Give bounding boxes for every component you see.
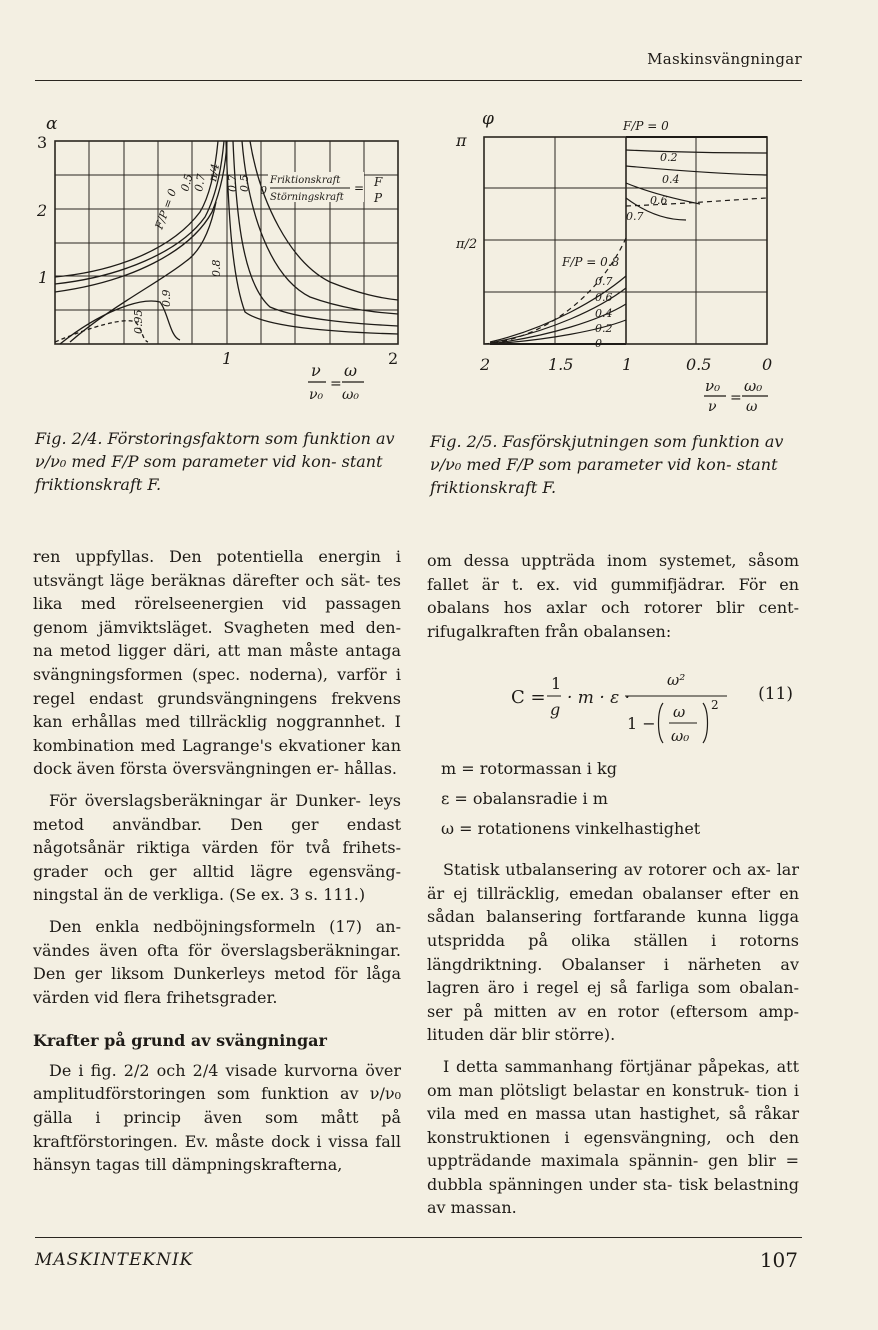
fig24-curve-label: 0.95 <box>132 309 145 334</box>
formula-inner-num: ω <box>673 703 686 722</box>
fig25-curve-label: 0.7 <box>595 275 613 288</box>
fig25-x-label-eq: = <box>730 390 742 406</box>
fig25-curve-label: 0.4 <box>595 307 613 320</box>
definition-item: ω = rotationens vinkelhastighet <box>441 818 701 838</box>
fig25-grid <box>484 137 767 344</box>
definition-item: m = rotormassan i kg <box>441 759 617 779</box>
formula-paren-left <box>659 703 664 743</box>
fig25-x-tick: 1.5 <box>548 355 574 374</box>
fig24-legend-eq: = <box>354 181 365 195</box>
fig24-x-tick: 2 <box>388 349 399 368</box>
fig24-curve-label: 0.7 <box>192 173 208 193</box>
formula-frac2-num: ω² <box>667 671 686 690</box>
fig24-curve-label: 0.5 <box>238 174 251 192</box>
fig25-y-tick: π/2 <box>456 237 478 252</box>
fig25-curve-label: 0.2 <box>660 151 678 164</box>
fig24-y-tick: 1 <box>38 268 49 287</box>
equation-number: (11) <box>758 684 793 705</box>
formula-frac1-num: 1 <box>551 674 562 694</box>
figure-2-4-caption: Fig. 2/4. Förstoringsfaktorn som funktion av ν/ν₀ med F/P som parameter vid kon- stant friktionskraft F. <box>35 429 395 494</box>
fig24-x-label-den: ν₀ <box>309 387 324 403</box>
running-title: Maskinsvängningar <box>647 50 802 68</box>
figure-2-5-caption: Fig. 2/5. Fasförskjutningen som funktion av ν/ν₀ med F/P som parameter vid kon- stant friktionskraft F. <box>430 432 784 497</box>
fig25-x-label-num: ν₀ <box>705 377 721 395</box>
formula-lhs: C = <box>511 687 546 709</box>
fig24-y-axis-label: α <box>46 114 58 134</box>
formula-frac2-den-one: 1 − <box>627 714 656 734</box>
paragraph: Den enkla nedböjningsformeln (17) an- vändes även ofta för överslagsberäkningar. Den ger liksom Dunkerleys metod för låga värden vid flera frihetsgrader. <box>33 916 401 1007</box>
fig25-curve-label: 0.6 <box>650 194 668 207</box>
page-number: 107 <box>759 1248 798 1272</box>
paragraph: ren uppfyllas. Den potentiella energin i utsvängt läge beräknas därefter och sät- tes lika med rörelseenergien vid passagen genom jämviktsläget. Svagheten med den- na metod ligger däri, att man måste antaga svängningsformen (spec. noderna), varför i regel endast grundsvängningens frekvens kan erhållas med tillräcklig noggrannhet. I kombination med Lagrange's ekvationer kan dock även första översvängningen er- hållas. <box>33 547 401 779</box>
footer-rule <box>35 1237 802 1238</box>
fig24-curve-label: 0.9 <box>160 289 173 307</box>
fig24-x-label-num: ν <box>311 361 321 380</box>
fig25-lower-label: F/P = 0.8 <box>562 255 620 269</box>
right-column <box>427 549 799 1228</box>
fig24-curve-label: 0.7 <box>226 174 239 192</box>
figure-2-4 <box>30 112 410 412</box>
fig24-legend-P: P <box>374 191 383 205</box>
formula-11 <box>427 659 799 751</box>
fig25-y-axis-label: φ <box>482 109 494 129</box>
fig24-curve-label: 0.8 <box>210 259 223 277</box>
paragraph: För överslagsberäkningar är Dunker- leys metod användbar. Den ger endast någotsånär riktiga värden för två frihets- grader och ger alltid lägre egensväng- ningstal än de verkliga. (Se ex. 3 s. 111.) <box>33 790 401 905</box>
definition-item: ε = obalansradie i m <box>441 788 608 808</box>
figure-2-5 <box>450 108 802 413</box>
paragraph: om dessa uppträda inom systemet, såsom fallet är t. ex. vid gummifjädrar. För en obalans hos axlar och rotorer blir cent- rifugalkraften från obalansen: <box>427 551 799 641</box>
fig24-curve-label: 0.5 <box>178 172 196 193</box>
fig25-y-tick: π <box>456 131 467 150</box>
formula-frac1-den: g <box>550 700 561 720</box>
fig25-x-tick: 1 <box>622 355 633 374</box>
fig24-y-tick: 3 <box>37 133 48 152</box>
fig24-x-tick: 1 <box>222 349 233 368</box>
fig24-x-label-num2: ω <box>344 361 358 380</box>
formula-paren-right <box>703 703 708 743</box>
fig25-x-label-den: ν <box>708 399 717 413</box>
journal-name: MASKINTEKNIK <box>35 1250 194 1270</box>
fig25-x-tick: 2 <box>480 355 491 374</box>
formula-exponent: 2 <box>711 698 719 713</box>
fig25-x-label-den2: ω <box>746 399 758 413</box>
fig24-curve-label: π/4 <box>206 162 223 183</box>
fig24-x-label-eq: = <box>330 376 342 392</box>
fig25-curve-label: 0.7 <box>626 210 644 223</box>
fig25-x-tick: 0 <box>762 355 773 374</box>
header-rule <box>35 80 802 81</box>
fig25-curve-label: 0.2 <box>595 322 613 335</box>
paragraph: Statisk utbalansering av rotorer och ax- lar är ej tillräcklig, emedan obalanser efter en sådan balansering fortfarande kunna ligga utspridda på olika ställen i rotorns längdriktning. Obalanser i närheten av lagren äro i regel ej så farliga som obalan- ser på mitten av en rotor (eftersom amp- lituden där blir större). <box>427 860 799 1045</box>
fig25-x-label-num2: ω₀ <box>744 377 763 395</box>
fig25-x-tick: 0.5 <box>686 355 712 374</box>
fig24-legend-line2: Störningskraft <box>270 192 344 203</box>
fig25-curve-label: 0.4 <box>662 173 680 186</box>
fig25-top-label: F/P = 0 <box>623 119 669 133</box>
paragraph: I detta sammanhang förtjänar påpekas, att om man plötsligt belastar en konstruk- tion i vila med en massa utan hastighet, så råkar konstruktionen i egensvängning, och den uppträdande maximala spännin- gen blir = dubbla spänningen under sta- tisk belastning av massan. <box>427 1056 799 1218</box>
fig24-curve-label: 0 <box>260 184 267 197</box>
fig25-curve-label: 0.6 <box>595 291 613 304</box>
fig24-y-tick: 2 <box>37 201 48 220</box>
section-heading: Krafter på grund av svängningar <box>33 1031 327 1051</box>
fig24-legend-F: F <box>374 175 383 189</box>
left-column <box>33 545 401 1185</box>
variable-definitions <box>441 757 799 840</box>
fig24-x-label-den2: ω₀ <box>342 387 360 403</box>
fig24-curve-label: F/P = 0 <box>152 187 180 232</box>
paragraph: De i fig. 2/2 och 2/4 visade kurvorna över amplitudförstoringen som funktion av ν/ν₀ gälla i princip även som mått på kraftförstoringen. Ev. måste dock i vissa fall hänsyn tagas till dämpningskrafterna, <box>33 1060 401 1175</box>
formula-inner-den: ω₀ <box>671 727 690 746</box>
fig24-legend-line1: Friktionskraft <box>270 175 341 186</box>
fig25-curve-label: 0 <box>595 337 602 350</box>
formula-middle: · m · ε · <box>567 688 631 709</box>
